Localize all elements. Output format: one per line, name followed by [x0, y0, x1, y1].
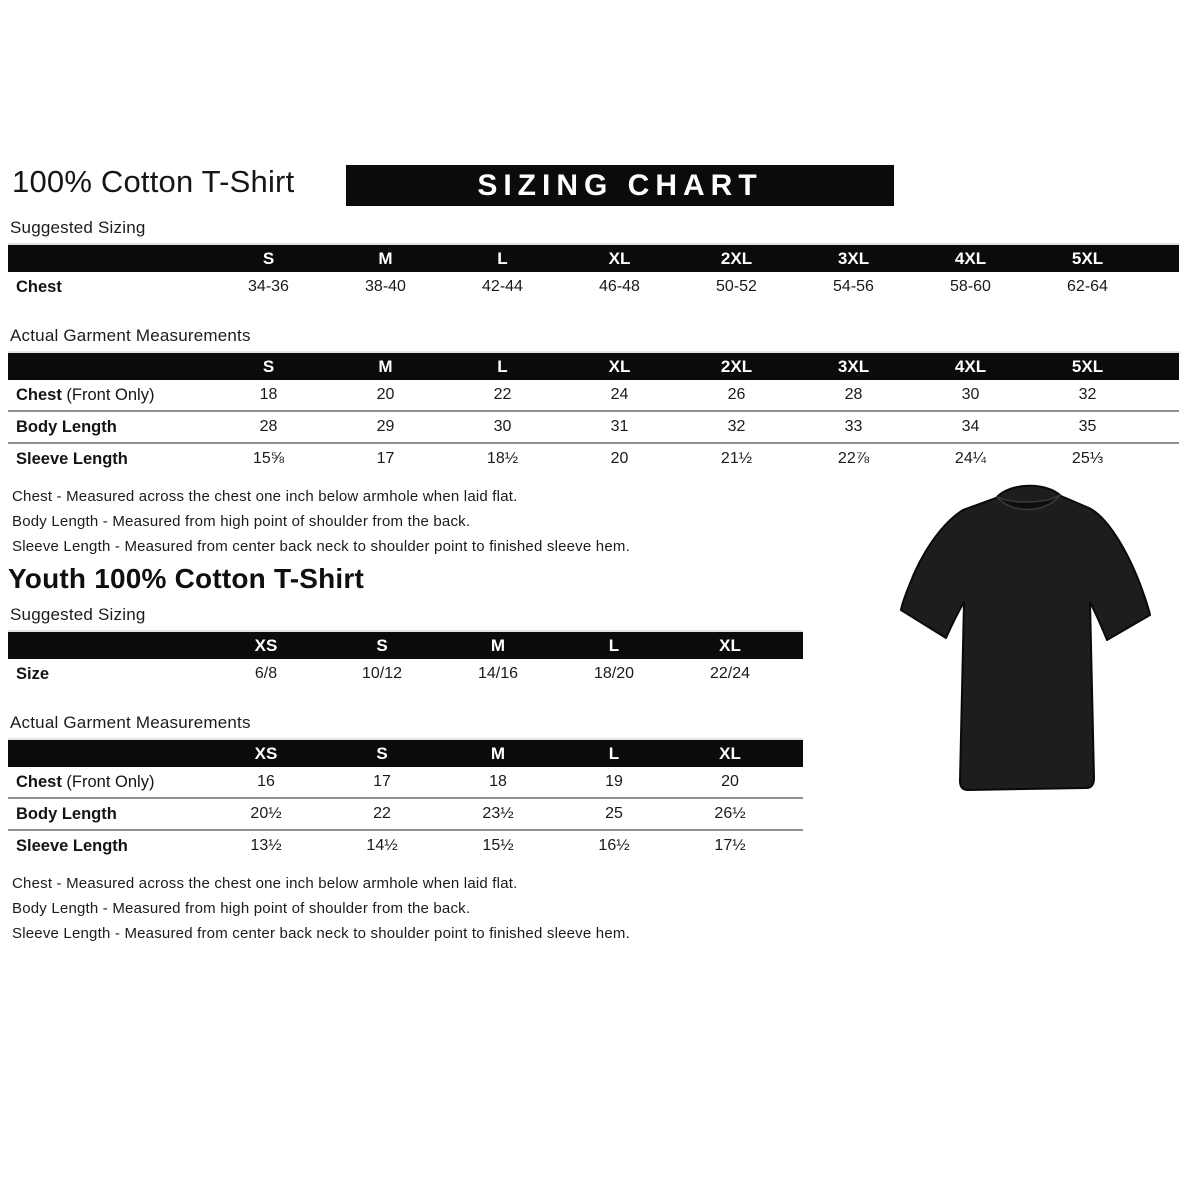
row-spacer-cell — [788, 659, 803, 689]
size-column-header: M — [327, 352, 444, 380]
header-corner-cell — [8, 244, 210, 272]
size-header-row — [8, 244, 1179, 272]
header-spacer-cell — [1146, 244, 1179, 272]
measurement-row — [8, 443, 1179, 474]
tshirt-body-shape — [901, 486, 1150, 790]
header-spacer-cell — [788, 631, 803, 659]
measurement-value: 19 — [605, 773, 623, 790]
youth-actual-measurements-table — [8, 738, 803, 861]
measurement-value: 24 — [610, 386, 629, 403]
size-column-header: XS — [208, 631, 324, 659]
measurement-value: 34-36 — [248, 278, 289, 295]
measurement-value: 18½ — [486, 450, 519, 467]
header-spacer-cell — [788, 739, 803, 767]
row-spacer-cell — [1146, 411, 1179, 443]
measurement-value: 29 — [376, 418, 395, 435]
measurement-value: 28 — [844, 386, 863, 403]
size-header-row — [8, 352, 1179, 380]
row-label: Chest — [16, 277, 62, 296]
size-header-row — [8, 739, 803, 767]
measurement-value: 54-56 — [833, 278, 874, 295]
sizing-chart-banner: SIZING CHART — [346, 165, 894, 206]
note-line: Body Length - Measured from high point of shoulder from the back. — [12, 513, 471, 530]
size-column-header: 3XL — [795, 352, 912, 380]
measurement-value: 20 — [721, 773, 739, 790]
header-corner-cell — [8, 631, 208, 659]
measurement-value: 34 — [961, 418, 980, 435]
size-column-header: 4XL — [912, 244, 1029, 272]
measurement-value: 6/8 — [254, 665, 278, 682]
row-label-suffix: (Front Only) — [61, 385, 155, 404]
youth-measurement-notes — [12, 875, 1179, 943]
measurement-value: 46-48 — [599, 278, 640, 295]
note-line: Sleeve Length - Measured from center back neck to shoulder point to finished sleeve hem. — [12, 538, 630, 555]
measurement-row — [8, 767, 803, 798]
size-column-header: S — [324, 631, 440, 659]
size-column-header: L — [556, 739, 672, 767]
size-column-header: XL — [561, 244, 678, 272]
measurement-value: 24¼ — [954, 450, 987, 467]
size-column-header: 4XL — [912, 352, 1029, 380]
row-spacer-cell — [788, 798, 803, 830]
measurement-value: 18 — [489, 773, 507, 790]
size-column-header: 2XL — [678, 352, 795, 380]
measurement-value: 42-44 — [482, 278, 523, 295]
header-spacer-cell — [1146, 352, 1179, 380]
note-line: Body Length - Measured from high point of shoulder from the back. — [12, 900, 471, 917]
row-label: Size — [16, 664, 50, 683]
size-column-header: M — [327, 244, 444, 272]
size-column-header: 2XL — [678, 244, 795, 272]
measurement-row — [8, 659, 803, 689]
row-spacer-cell — [788, 830, 803, 861]
measurement-value: 14½ — [366, 837, 398, 854]
measurement-value: 62-64 — [1067, 278, 1108, 295]
row-label: Body Length — [16, 417, 117, 436]
row-label: Sleeve Length — [16, 449, 128, 468]
row-spacer-cell — [1146, 272, 1179, 302]
measurement-value: 14/16 — [477, 665, 519, 682]
tshirt-illustration — [893, 472, 1165, 814]
size-column-header: L — [444, 352, 561, 380]
header-corner-cell — [8, 739, 208, 767]
row-label: Chest (Front Only) — [16, 772, 155, 791]
size-column-header: L — [556, 631, 672, 659]
measurement-value: 25⅓ — [1071, 450, 1104, 467]
measurement-row — [8, 272, 1179, 302]
measurement-value: 26 — [727, 386, 746, 403]
youth-actual-measurements-label: Actual Garment Measurements — [10, 713, 251, 732]
measurement-value: 18/20 — [593, 665, 635, 682]
measurement-value: 16 — [257, 773, 275, 790]
measurement-value: 26½ — [714, 805, 746, 822]
measurement-value: 25 — [605, 805, 623, 822]
size-column-header: 5XL — [1029, 244, 1146, 272]
row-spacer-cell — [1146, 443, 1179, 474]
measurement-value: 20 — [610, 450, 629, 467]
tshirt-photo — [893, 472, 1165, 814]
row-label-suffix: (Front Only) — [61, 772, 155, 791]
measurement-value: 16½ — [598, 837, 630, 854]
size-column-header: L — [444, 244, 561, 272]
size-column-header: XS — [208, 739, 324, 767]
measurement-row — [8, 380, 1179, 411]
measurement-value: 35 — [1078, 418, 1097, 435]
measurement-value: 23½ — [482, 805, 514, 822]
note-line: Chest - Measured across the chest one inch below armhole when laid flat. — [12, 875, 518, 892]
row-spacer-cell — [788, 767, 803, 798]
measurement-value: 22 — [493, 386, 512, 403]
measurement-value: 17½ — [714, 837, 746, 854]
measurement-row — [8, 411, 1179, 443]
measurement-value: 32 — [727, 418, 746, 435]
measurement-value: 18 — [259, 386, 278, 403]
youth-section-title: Youth 100% Cotton T-Shirt — [8, 563, 365, 594]
measurement-value: 15½ — [482, 837, 514, 854]
page-title: 100% Cotton T-Shirt — [12, 164, 295, 199]
measurement-value: 33 — [844, 418, 863, 435]
measurement-value: 17 — [373, 773, 391, 790]
size-column-header: XL — [561, 352, 678, 380]
adult-actual-measurements-label: Actual Garment Measurements — [10, 326, 251, 345]
measurement-value: 31 — [610, 418, 629, 435]
measurement-value: 30 — [961, 386, 980, 403]
measurement-row — [8, 798, 803, 830]
adult-actual-measurements-table — [8, 351, 1179, 474]
measurement-value: 15⅝ — [252, 450, 285, 467]
youth-suggested-sizing-label: Suggested Sizing — [10, 605, 146, 624]
measurement-value: 17 — [376, 450, 395, 467]
measurement-value: 58-60 — [950, 278, 991, 295]
size-column-header: S — [210, 352, 327, 380]
note-line: Chest - Measured across the chest one inch below armhole when laid flat. — [12, 488, 518, 505]
document-header — [8, 164, 1179, 208]
row-label: Body Length — [16, 804, 117, 823]
row-label: Chest (Front Only) — [16, 385, 155, 404]
youth-suggested-sizing-table — [8, 630, 803, 689]
size-column-header: XL — [672, 739, 788, 767]
measurement-value: 13½ — [250, 837, 282, 854]
measurement-value: 10/12 — [361, 665, 403, 682]
measurement-value: 30 — [493, 418, 512, 435]
measurement-value: 20½ — [250, 805, 282, 822]
size-column-header: 5XL — [1029, 352, 1146, 380]
size-column-header: 3XL — [795, 244, 912, 272]
measurement-row — [8, 830, 803, 861]
size-column-header: S — [324, 739, 440, 767]
size-column-header: M — [440, 739, 556, 767]
measurement-value: 50-52 — [716, 278, 757, 295]
size-column-header: M — [440, 631, 556, 659]
measurement-value: 32 — [1078, 386, 1097, 403]
size-column-header: XL — [672, 631, 788, 659]
row-spacer-cell — [1146, 380, 1179, 411]
measurement-value: 20 — [376, 386, 395, 403]
measurement-value: 28 — [259, 418, 278, 435]
measurement-value: 22 — [373, 805, 391, 822]
measurement-value: 21½ — [720, 450, 753, 467]
adult-suggested-sizing-label: Suggested Sizing — [10, 218, 146, 237]
size-column-header: S — [210, 244, 327, 272]
measurement-value: 22⅞ — [837, 450, 870, 467]
adult-suggested-sizing-table — [8, 243, 1179, 302]
measurement-value: 22/24 — [709, 665, 751, 682]
measurement-value: 38-40 — [365, 278, 406, 295]
note-line: Sleeve Length - Measured from center back neck to shoulder point to finished sleeve hem. — [12, 925, 630, 942]
row-label: Sleeve Length — [16, 836, 128, 855]
header-corner-cell — [8, 352, 210, 380]
size-header-row — [8, 631, 803, 659]
